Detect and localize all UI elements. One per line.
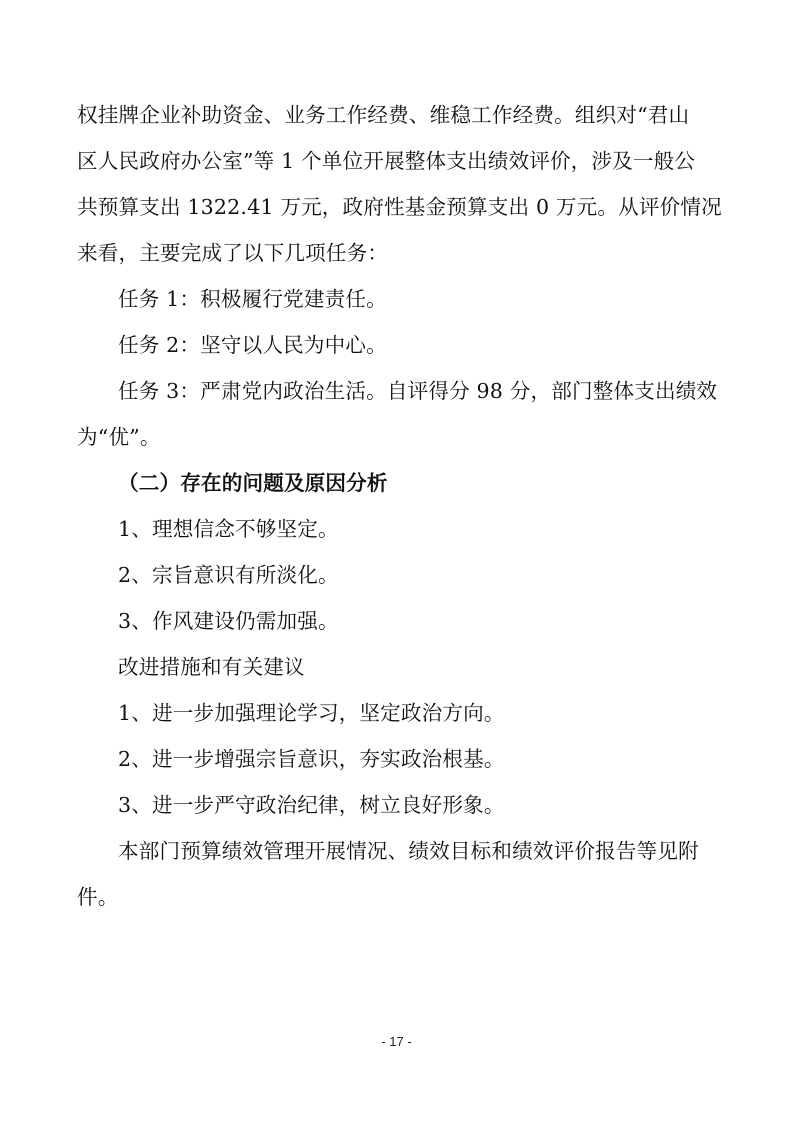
paragraph-line: 本部门预算绩效管理开展情况、绩效目标和绩效评价报告等见附 [118, 839, 699, 863]
problem-item: 3、作风建设仍需加强。 [118, 609, 339, 633]
page-number: - 17 - [381, 1034, 412, 1049]
measure-item: 1、进一步加强理论学习，坚定政治方向。 [118, 701, 505, 725]
paragraph-line: 件。 [77, 885, 119, 909]
problem-item: 2、宗旨意识有所淡化。 [118, 563, 339, 587]
measure-item: 2、进一步增强宗旨意识，夯实政治根基。 [118, 747, 505, 771]
paragraph-line: 为“优”。 [77, 425, 161, 449]
paragraph-line: 来看，主要完成了以下几项任务： [77, 241, 389, 265]
problem-item: 1、理想信念不够坚定。 [118, 517, 339, 541]
paragraph-line: 区人民政府办公室”等 1 个单位开展整体支出绩效评价，涉及一般公 [77, 149, 696, 173]
section-heading: （二）存在的问题及原因分析 [118, 471, 388, 495]
paragraph-line: 共预算支出 1322.41 万元，政府性基金预算支出 0 万元。从评价情况 [77, 195, 722, 219]
paragraph-line: 权挂牌企业补助资金、业务工作经费、维稳工作经费。组织对“君山 [77, 103, 690, 127]
task-item: 任务 1：积极履行党建责任。 [118, 287, 387, 311]
measure-item: 3、进一步严守政治纪律，树立良好形象。 [118, 793, 505, 817]
task-item: 任务 2：坚守以人民为中心。 [118, 333, 387, 357]
subsection-title: 改进措施和有关建议 [118, 655, 305, 679]
task-item: 任务 3：严肃党内政治生活。自评得分 98 分，部门整体支出绩效 [118, 379, 718, 403]
